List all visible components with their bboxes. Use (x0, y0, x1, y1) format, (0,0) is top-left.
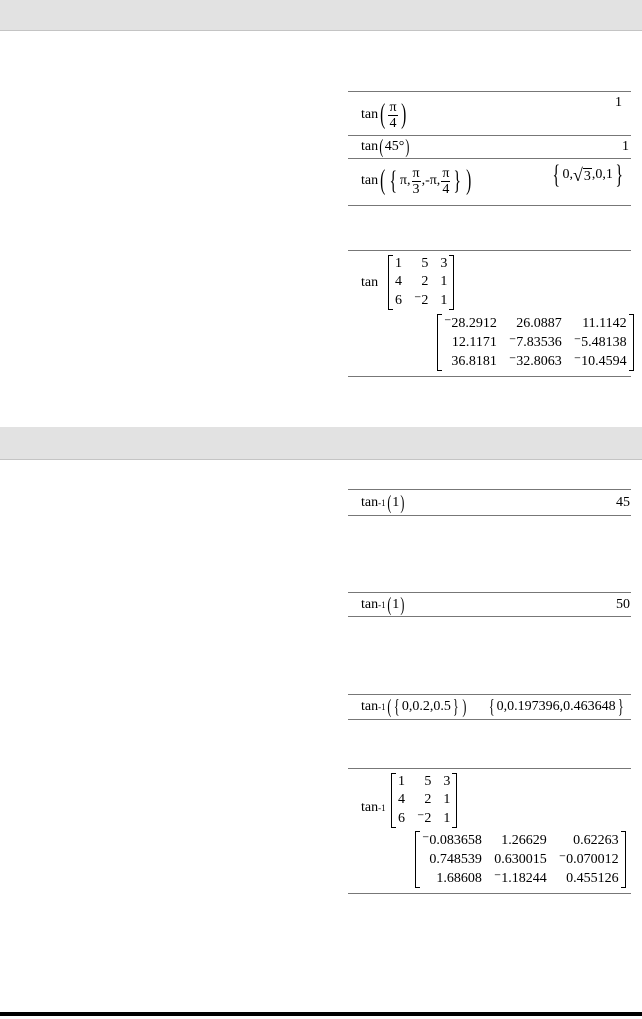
divider (348, 250, 631, 251)
atan-result-1: 45 (616, 495, 630, 510)
function-name: tan (361, 139, 379, 154)
divider (348, 719, 631, 720)
page-footer-bar (0, 1012, 642, 1016)
denominator: 3 (412, 181, 420, 197)
fraction (388, 100, 397, 131)
matrix-cell: 6 (398, 810, 405, 826)
result-item: ,0,1 (591, 167, 613, 182)
matrix-cell: 26.0887 (516, 315, 562, 331)
inverse-superscript: -1 (378, 802, 386, 813)
input-matrix (388, 255, 454, 310)
matrix-cell: 5 (424, 774, 432, 789)
matrix-cell: 0.748539 (429, 851, 482, 867)
atan-expr-3 (361, 697, 467, 717)
matrix-cell: ⁻0.083658 (422, 833, 482, 848)
tan-result-1: 1 (615, 95, 622, 110)
result-item: 0, (562, 167, 573, 182)
matrix-cell: ⁻2 (414, 293, 429, 308)
atan-expr-4 (361, 780, 386, 836)
numerator: π (442, 165, 450, 181)
function-name: tan (361, 107, 379, 122)
left-brace: { (389, 166, 398, 195)
matrix-cell: ⁻0.070012 (558, 852, 619, 867)
tan-expr-3 (361, 160, 473, 202)
denominator: 4 (389, 115, 397, 131)
matrix-cell: 3 (440, 256, 448, 271)
input-matrix (391, 773, 457, 828)
radical-icon: √ (572, 165, 583, 185)
left-paren: ( (380, 165, 386, 196)
list-item: π, (399, 173, 411, 188)
matrix-cell: ⁻5.48138 (573, 335, 627, 350)
right-brace: } (617, 696, 624, 718)
left-paren: ( (386, 594, 391, 616)
right-paren: ) (465, 165, 472, 196)
matrix-cell: 1.68608 (436, 870, 482, 886)
matrix-cell: ⁻1.18244 (493, 871, 547, 886)
matrix-cell: 6 (395, 292, 402, 308)
argument: 1 (392, 495, 400, 510)
divider (348, 694, 631, 695)
divider (348, 893, 631, 894)
right-brace: } (453, 166, 462, 195)
inverse-superscript: -1 (378, 701, 386, 712)
divider (348, 515, 631, 516)
numerator: π (389, 99, 397, 115)
function-name: tan (361, 597, 379, 612)
tan-expr-1 (361, 94, 408, 136)
matrix-cell: 1 (440, 274, 448, 289)
matrix-cell: ⁻32.8063 (508, 354, 562, 369)
section-header-tan (0, 0, 642, 31)
matrix-cell: 12.1171 (451, 334, 497, 350)
right-brace: } (615, 160, 623, 189)
matrix-cell: 4 (398, 792, 405, 807)
matrix-cell: 2 (424, 792, 432, 807)
inverse-superscript: -1 (378, 497, 386, 508)
matrix-cell: 1 (395, 256, 402, 271)
left-brace: { (488, 696, 495, 718)
divider (348, 91, 631, 92)
divider (348, 205, 631, 206)
denominator: 4 (442, 181, 450, 197)
right-paren: ) (400, 99, 406, 130)
result-list: 0,0.197396,0.463648 (496, 699, 616, 714)
matrix-cell: ⁻28.2912 (444, 316, 497, 331)
radicand: 3 (583, 169, 591, 184)
function-name: tan (361, 495, 379, 510)
tan-result-2: 1 (622, 139, 629, 154)
matrix-cell: 1 (443, 792, 451, 807)
right-brace: } (452, 696, 459, 718)
output-matrix (437, 314, 634, 371)
tan-result-3 (550, 162, 625, 188)
matrix-cell: 2 (421, 274, 429, 289)
atan-result-3 (487, 698, 625, 716)
section-header-arctan (0, 427, 642, 460)
divider (348, 768, 631, 769)
matrix-cell: 11.1142 (582, 315, 627, 331)
fraction (441, 166, 450, 197)
matrix-cell: 0.62263 (573, 832, 619, 848)
matrix-cell: 1 (443, 810, 451, 826)
matrix-cell: 1 (440, 292, 448, 308)
left-paren: ( (386, 492, 391, 514)
matrix-cell: ⁻7.83536 (508, 335, 562, 350)
fraction (412, 166, 421, 197)
matrix-cell: 36.8181 (451, 353, 497, 369)
right-paren: ) (405, 136, 410, 158)
divider (348, 616, 631, 617)
divider (348, 489, 631, 490)
right-paren: ) (400, 492, 405, 514)
atan-expr-1 (361, 493, 406, 513)
left-paren: ( (386, 696, 391, 718)
output-matrix (415, 831, 626, 888)
right-paren: ) (461, 696, 466, 718)
argument: 1 (392, 597, 400, 612)
divider (348, 135, 631, 136)
matrix-cell: 3 (443, 774, 451, 789)
right-paren: ) (400, 594, 405, 616)
numerator: π (412, 165, 420, 181)
divider (348, 592, 631, 593)
argument: 45° (384, 139, 405, 154)
tan-expr-4 (361, 255, 378, 311)
inverse-superscript: -1 (378, 599, 386, 610)
matrix-cell: 1 (398, 774, 405, 789)
left-brace: { (552, 160, 560, 189)
function-name: tan (361, 275, 379, 290)
function-name: tan (361, 699, 379, 714)
matrix-cell: ⁻2 (417, 811, 432, 826)
list-item: ,-π, (421, 173, 441, 188)
function-name: tan (361, 800, 379, 815)
function-name: tan (361, 173, 379, 188)
matrix-cell: 0.630015 (494, 851, 547, 867)
divider (348, 376, 631, 377)
divider (348, 158, 631, 159)
left-paren: ( (380, 99, 386, 130)
atan-expr-2 (361, 595, 406, 615)
matrix-cell: 0.455126 (566, 870, 619, 886)
matrix-cell: ⁻10.4594 (573, 354, 627, 369)
argument: 0,0.2,0.5 (401, 699, 451, 714)
atan-result-2: 50 (616, 597, 630, 612)
left-paren: ( (379, 136, 384, 158)
matrix-cell: 1.26629 (501, 832, 547, 848)
tan-expr-2 (361, 137, 411, 157)
matrix-cell: 5 (421, 256, 429, 271)
matrix-cell: 4 (395, 274, 402, 289)
square-root (573, 166, 592, 184)
left-brace: { (394, 696, 400, 718)
